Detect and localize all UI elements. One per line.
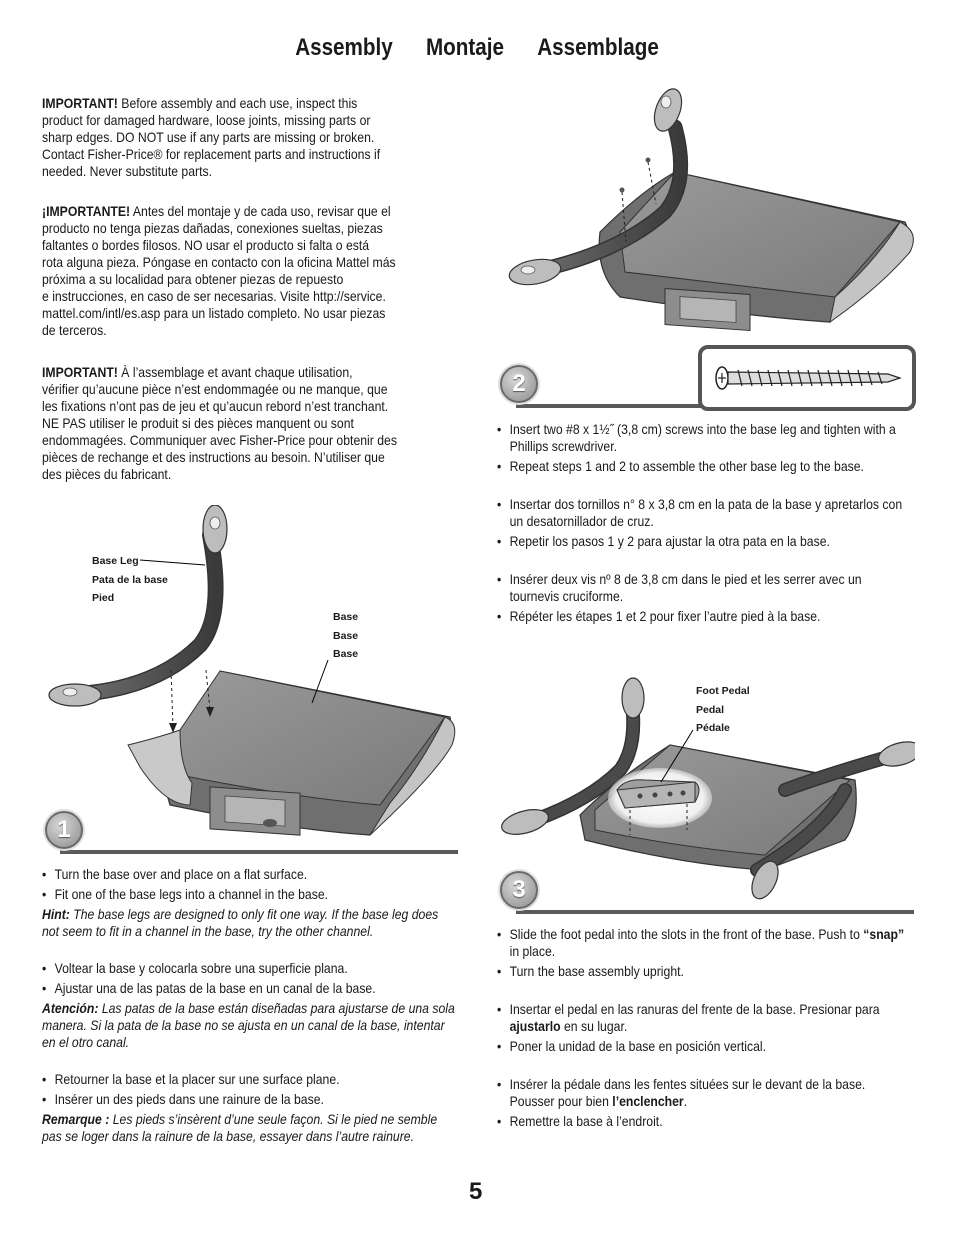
base-leg-label bbox=[92, 552, 168, 608]
text: in place. bbox=[509, 944, 556, 959]
text: en su lugar. bbox=[560, 1019, 628, 1034]
label-english: Base Leg bbox=[92, 555, 139, 567]
warning-line: Contact Fisher-Price® for replacement parts and instructions if bbox=[42, 147, 381, 162]
warning-line: Before assembly and each use, inspect this bbox=[117, 96, 358, 111]
list-item: • Répéter les étapes 1 et 2 pour fixer l’autre pied à la base. bbox=[497, 608, 911, 625]
list-item: • Retourner la base et la placer sur une surface plane. bbox=[42, 1071, 456, 1088]
base-body bbox=[128, 671, 455, 835]
warning-line: faltantes o bordes filosos. NO usar el producto si falta o está bbox=[42, 238, 370, 253]
warning-line: mattel.com/intl/es.asp para un listado completo. No usar piezas bbox=[42, 306, 386, 321]
warning-line: product for damaged hardware, loose joints, missing parts or bbox=[42, 113, 371, 128]
page-title bbox=[67, 34, 887, 62]
label-spanish: Pedal bbox=[696, 703, 725, 716]
warning-line: NE PAS utiliser le produit si des pièces manquent ou sont bbox=[42, 416, 354, 431]
step2-french-list bbox=[497, 571, 911, 625]
warning-english bbox=[42, 95, 447, 180]
list-item: • Insert two #8 x 1½˝ (3,8 cm) screws into the base leg and tighten with a Phillips screwdriver. bbox=[497, 421, 911, 455]
list-item: • Insérer deux vis nº 8 de 3,8 cm dans le pied et les serrer avec un tournevis cruciforme. bbox=[497, 571, 911, 605]
warning-french bbox=[42, 364, 447, 483]
label-english: Foot Pedal bbox=[696, 685, 750, 697]
list-item: • Insérer un des pieds dans une rainure de la base. bbox=[42, 1091, 456, 1108]
warning-line: producto no tenga piezas dañadas, conexiones sueltas, piezas bbox=[42, 221, 383, 236]
warning-line: les fixations n’ont pas de jeu et qu’aucun rebord n’est tranchant. bbox=[42, 399, 389, 414]
warning-line: À l’assemblage et avant chaque utilisation, bbox=[117, 365, 353, 380]
list-item: • Remettre la base à l’endroit. bbox=[497, 1113, 911, 1130]
bold-text: l’enclencher bbox=[612, 1094, 684, 1109]
base-body bbox=[599, 172, 913, 330]
text: Insertar el pedal en las ranuras del frente de la base. Presionar para bbox=[509, 1002, 880, 1017]
step3-divider bbox=[516, 910, 914, 914]
screw-callout bbox=[698, 345, 916, 411]
list-item: • Fit one of the base legs into a channel in the base. bbox=[42, 886, 456, 903]
list-item: • Turn the base over and place on a flat surface. bbox=[42, 866, 456, 883]
title-english: Assembly bbox=[295, 34, 393, 61]
list-item bbox=[497, 1076, 911, 1110]
step3-english-list bbox=[497, 926, 911, 980]
list-item: • Voltear la base y colocarla sobre una superficie plana. bbox=[42, 960, 456, 977]
list-item: • Turn the base assembly upright. bbox=[497, 963, 911, 980]
text: Slide the foot pedal into the slots in the front of the base. Push to bbox=[509, 927, 864, 942]
warning-label: IMPORTANT! bbox=[42, 365, 118, 380]
step1-spanish-list bbox=[42, 960, 456, 997]
bold-text: ajustarlo bbox=[509, 1019, 561, 1034]
warning-line: des pièces du fabricant. bbox=[42, 467, 172, 482]
step2-illustration bbox=[500, 82, 920, 342]
warning-line: de terceros. bbox=[42, 323, 107, 338]
step1-hint-french bbox=[42, 1111, 456, 1145]
hint-text: The base legs are designed to only fit one way. If the base leg does not seem to fit in a channel in the base, try the other channel. bbox=[42, 907, 439, 939]
step1-instructions bbox=[42, 866, 456, 1145]
step1-hint-english bbox=[42, 906, 456, 940]
step3-spanish-list bbox=[497, 1001, 911, 1055]
warning-line: pièces de rechange et des instructions au besoin. N’utiliser que bbox=[42, 450, 385, 465]
step2-instructions bbox=[497, 421, 911, 628]
base-label bbox=[333, 608, 358, 664]
step2-english-list bbox=[497, 421, 911, 475]
label-english: Base bbox=[333, 611, 359, 623]
text: . bbox=[683, 1094, 688, 1109]
warning-line: vérifier qu’aucune pièce n’est endommagée ou ne manque, que bbox=[42, 382, 388, 397]
step1-english-list bbox=[42, 866, 456, 903]
step1-hint-spanish bbox=[42, 1000, 456, 1051]
step3-badge: 3 bbox=[500, 871, 538, 909]
title-spanish: Montaje bbox=[425, 34, 504, 61]
warning-line: needed. Never substitute parts. bbox=[42, 164, 213, 179]
label-french: Base bbox=[333, 648, 359, 660]
step1-badge: 1 bbox=[45, 811, 83, 849]
warning-line: endommagées. Communiquer avec Fisher-Price pour obtenir des bbox=[42, 433, 397, 448]
hint-label: Atención: bbox=[42, 1001, 99, 1016]
foot-pedal-label bbox=[696, 682, 750, 738]
step1-french-list bbox=[42, 1071, 456, 1108]
list-item bbox=[497, 926, 911, 960]
label-french: Pédale bbox=[696, 722, 730, 734]
warning-label: ¡IMPORTANTE! bbox=[42, 204, 131, 219]
step2-spanish-list bbox=[497, 496, 911, 550]
warning-line: sharp edges. DO NOT use if any parts are missing or broken. bbox=[42, 130, 375, 145]
page-number: 5 bbox=[469, 1178, 483, 1205]
step1-divider bbox=[60, 850, 458, 854]
step3-instructions bbox=[497, 926, 911, 1133]
step2-badge: 2 bbox=[500, 365, 538, 403]
foot-pedal bbox=[608, 768, 712, 828]
list-item: • Repetir los pasos 1 y 2 para ajustar la otra pata en la base. bbox=[497, 533, 911, 550]
list-item: • Poner la unidad de la base en posición vertical. bbox=[497, 1038, 911, 1055]
warning-label: IMPORTANT! bbox=[42, 96, 118, 111]
label-french: Pied bbox=[92, 592, 115, 604]
hint-text: Les pieds s’insèrent d’une seule façon. Si le pied ne semble pas se loger dans la rainure de la base, essayer dans l’autre rainure. bbox=[42, 1112, 438, 1144]
warning-line: rota alguna pieza. Póngase en contacto con la oficina Mattel más bbox=[42, 255, 396, 270]
step3-french-list bbox=[497, 1076, 911, 1130]
hint-label: Remarque : bbox=[42, 1112, 110, 1127]
label-spanish: Pata de la base bbox=[92, 573, 168, 586]
list-item: • Repeat steps 1 and 2 to assemble the other base leg to the base. bbox=[497, 458, 911, 475]
bold-text: “snap” bbox=[863, 927, 905, 942]
list-item bbox=[497, 1001, 911, 1035]
warning-line: Antes del montaje y de cada uso, revisar que el bbox=[130, 204, 391, 219]
list-item: • Insertar dos tornillos n° 8 x 3,8 cm en la pata de la base y apretarlos con un desatornillador de cruz. bbox=[497, 496, 911, 530]
warning-spanish bbox=[42, 203, 447, 339]
title-french: Assemblage bbox=[537, 34, 659, 61]
list-item: • Ajustar una de las patas de la base en un canal de la base. bbox=[42, 980, 456, 997]
label-spanish: Base bbox=[333, 629, 359, 642]
warning-line: próxima a su localidad para obtener piezas de repuesto bbox=[42, 272, 344, 287]
hint-label: Hint: bbox=[42, 907, 70, 922]
text: Insérer la pédale dans les fentes situées sur le devant de la base. Pousser pour bien bbox=[509, 1077, 866, 1109]
hint-text: Las patas de la base están diseñadas para ajustarse de una sola manera. Si la pata de la base no se ajusta en un canal de la base, intentar en el otro canal. bbox=[42, 1001, 455, 1050]
warning-line: e instrucciones, en caso de ser necesarias. Visite http://service. bbox=[42, 289, 386, 304]
